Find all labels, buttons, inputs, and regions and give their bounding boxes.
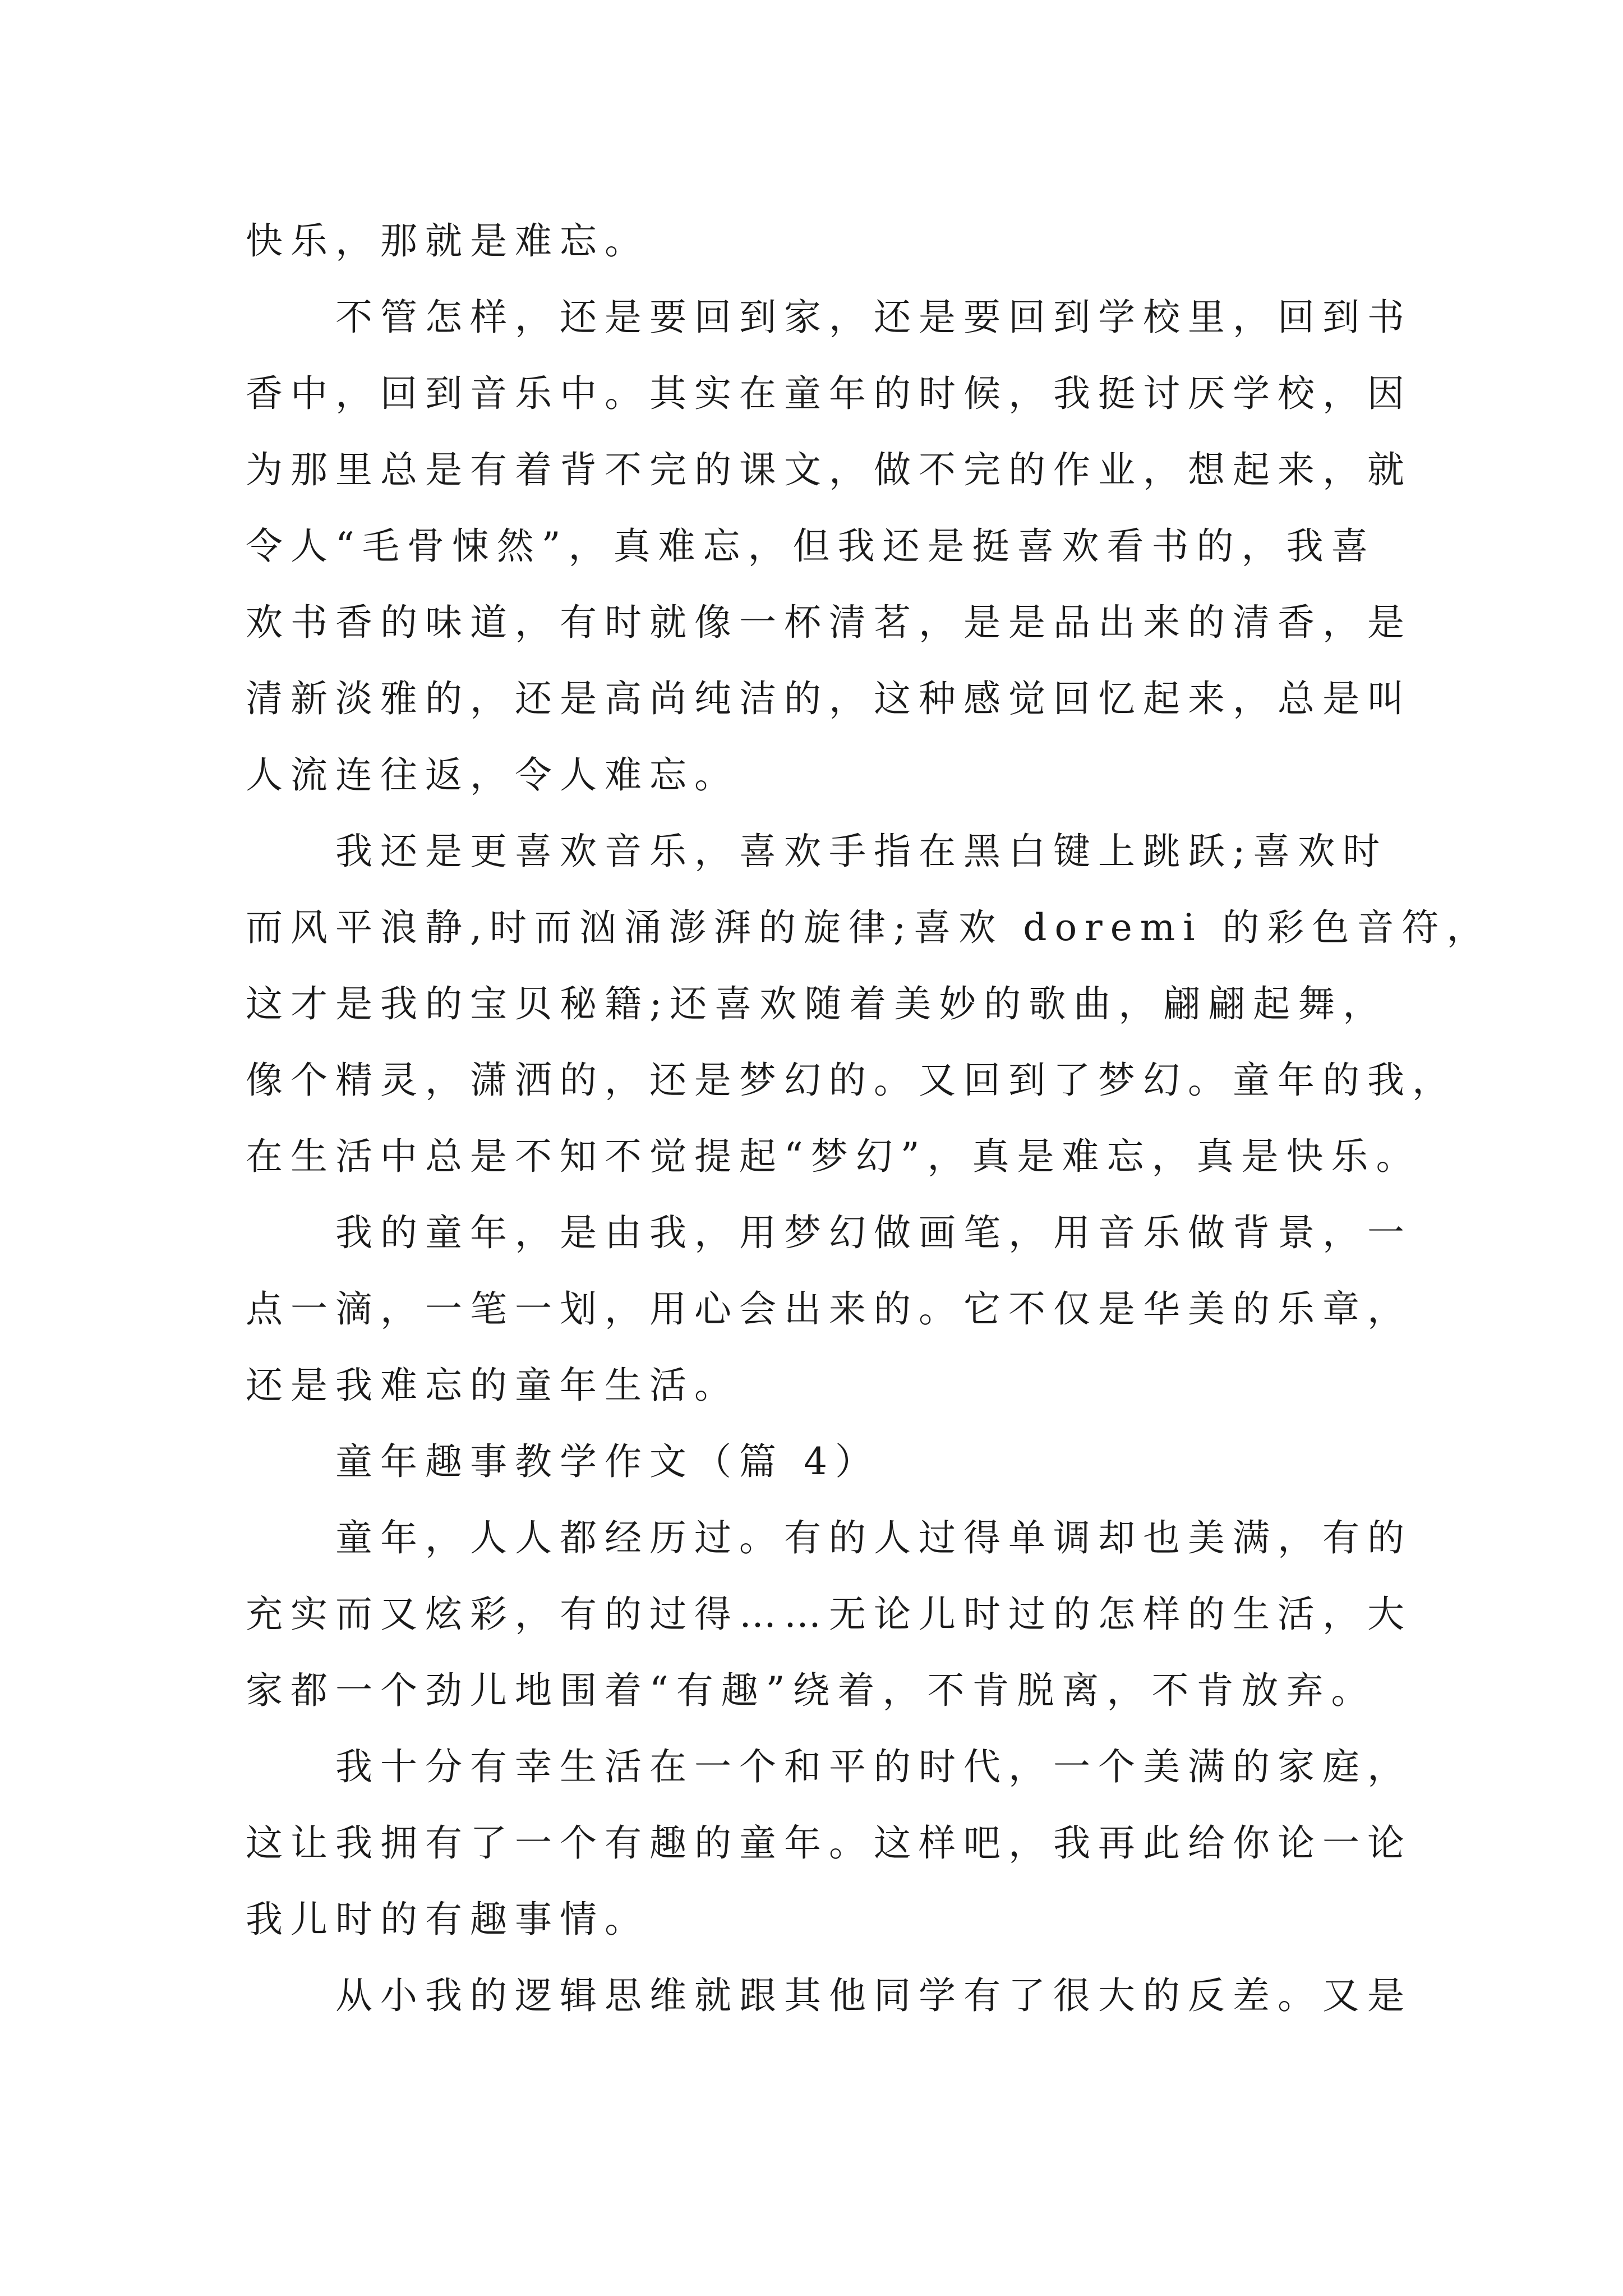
section-heading: 童年趣事教学作文（篇 4）	[335, 1440, 880, 1483]
text-line: 我还是更喜欢音乐，喜欢手指在黑白键上跳跃;喜欢时	[335, 830, 1388, 873]
text-line: 而风平浪静,时而汹涌澎湃的旋律;喜欢 doremi 的彩色音符，	[246, 906, 1492, 949]
text-line: 我十分有幸生活在一个和平的时代，一个美满的家庭，	[335, 1745, 1412, 1788]
text-line: 还是我难忘的童年生活。	[246, 1364, 739, 1407]
text-line: 我儿时的有趣事情。	[246, 1898, 649, 1941]
text-line: 在生活中总是不知不觉提起“梦幻”，真是难忘，真是快乐。	[246, 1135, 1421, 1178]
document-page	[246, 213, 1492, 2044]
text-line: 快乐，那就是难忘。	[246, 219, 649, 263]
text-line: 点一滴，一笔一划，用心会出来的。它不仅是华美的乐章，	[246, 1287, 1412, 1331]
text-line: 为那里总是有着背不完的课文，做不完的作业，想起来，就	[246, 448, 1412, 491]
text-line: 从小我的逻辑思维就跟其他同学有了很大的反差。又是	[335, 1974, 1412, 2017]
text-line: 令人“毛骨悚然”，真难忘，但我还是挺喜欢看书的，我喜	[246, 524, 1376, 568]
text-line: 我的童年，是由我，用梦幻做画笔，用音乐做背景，一	[335, 1211, 1412, 1254]
text-line: 香中，回到音乐中。其实在童年的时候，我挺讨厌学校，因	[246, 372, 1412, 415]
text-line: 清新淡雅的，还是高尚纯洁的，这种感觉回忆起来，总是叫	[246, 677, 1412, 720]
text-line: 像个精灵，潇洒的，还是梦幻的。又回到了梦幻。童年的我，	[246, 1059, 1457, 1102]
text-line: 童年，人人都经历过。有的人过得单调却也美满，有的	[335, 1516, 1412, 1559]
text-line: 人流连往返，令人难忘。	[246, 753, 739, 797]
text-line: 充实而又炫彩，有的过得……无论儿时过的怎样的生活，大	[246, 1593, 1412, 1636]
text-line: 欢书香的味道，有时就像一杯清茗，是是品出来的清香，是	[246, 601, 1412, 644]
text-line: 不管怎样，还是要回到家，还是要回到学校里，回到书	[335, 296, 1412, 339]
text-line: 家都一个劲儿地围着“有趣”绕着，不肯脱离，不肯放弃。	[246, 1669, 1376, 1712]
text-line: 这让我拥有了一个有趣的童年。这样吧，我再此给你论一论	[246, 1821, 1412, 1865]
text-line: 这才是我的宝贝秘籍;还喜欢随着美妙的歌曲，翩翩起舞，	[246, 982, 1388, 1025]
